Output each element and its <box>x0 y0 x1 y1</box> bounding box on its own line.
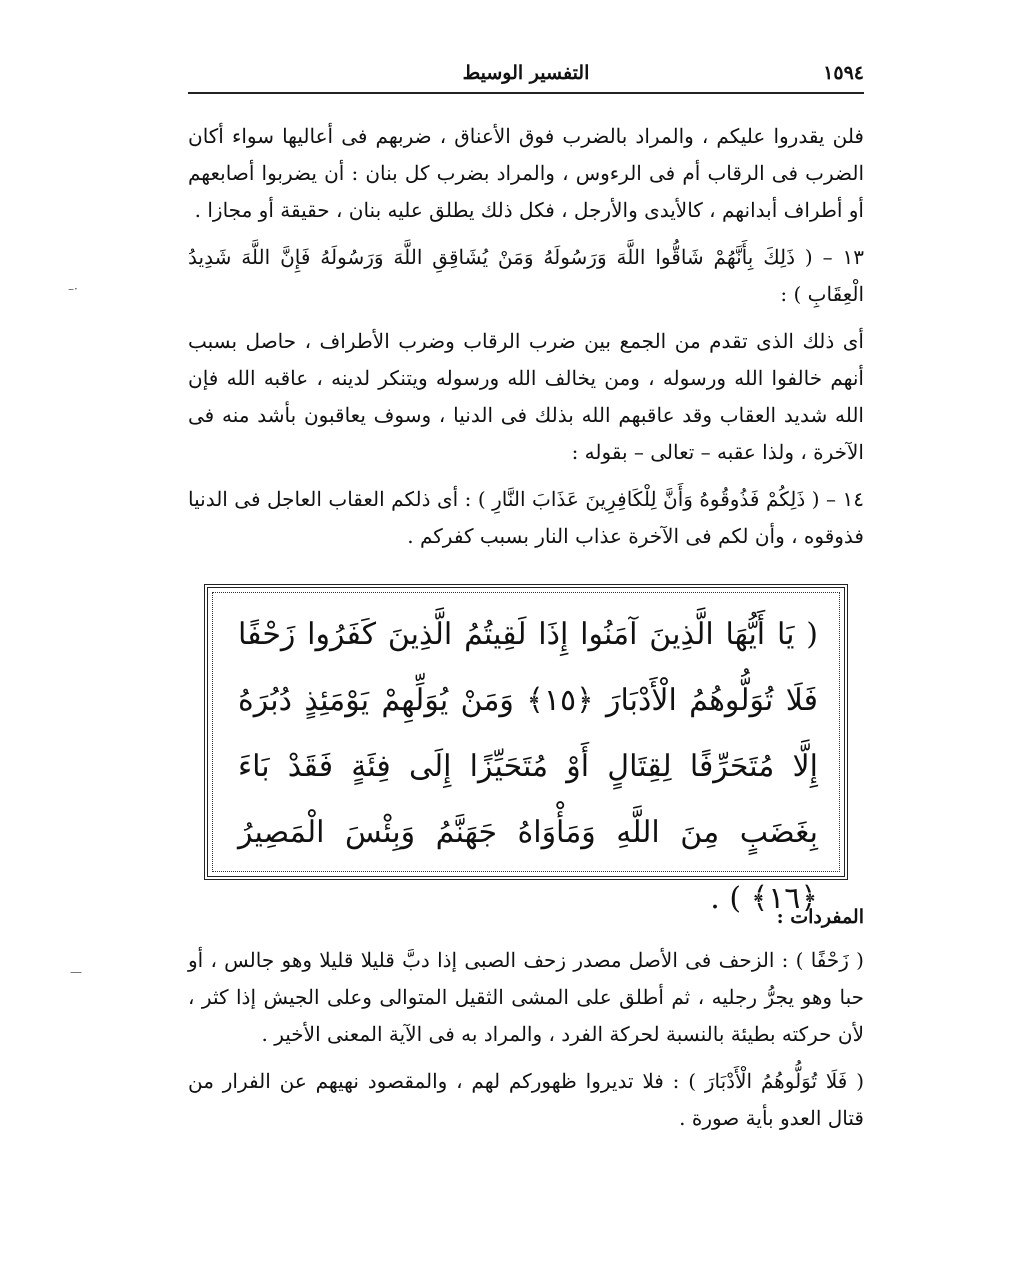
running-title: التفسير الوسيط <box>462 62 590 84</box>
verse-13-quote: ١٣ – ( ذَلِكَ بِأَنَّهُمْ شَاقُّوا اللَّهَ وَرَسُولَهُ وَمَنْ يُشَاقِقِ اللَّهَ وَرَسُولَهُ فَإِنَّ اللَّهَ شَدِيدُ الْعِقَابِ ) : <box>188 245 864 306</box>
page-number: ١٥٩٤ <box>823 62 864 84</box>
page-header <box>188 58 864 94</box>
glossary-section <box>188 900 864 1137</box>
margin-mark: — <box>70 965 82 979</box>
verse-13-explanation: أى ذلك الذى تقدم من الجمع بين ضرب الرقاب وضرب الأطراف ، حاصل بسبب أنهم خالفوا الله ورسوله ، ومن يخالف الله ورسوله ويتنكر لدينه ، عاقبه الله فإن الله شديد العقاب وقد عاقبهم الله بذلك فى الدنيا ، وسوف يعاقبون بأشد منه فى الآخرة ، ولذا عقبه – تعالى – بقوله : <box>188 329 864 464</box>
glossary-heading: المفردات : <box>776 906 864 928</box>
quran-verse-text: ( يَا أَيُّهَا الَّذِينَ آمَنُوا إِذَا لَقِيتُمُ الَّذِينَ كَفَرُوا زَحْفًا فَلَا تُوَلُّوهُمُ الْأَدْبَارَ ﴿١٥﴾ وَمَنْ يُوَلِّهِمْ يَوْمَئِذٍ دُبُرَهُ إِلَّا مُتَحَرِّفًا لِقِتَالٍ أَوْ مُتَحَيِّزًا إِلَى فِئَةٍ فَقَدْ بَاءَ بِغَضَبٍ مِنَ اللَّهِ وَمَأْوَاهُ جَهَنَّمُ وَبِئْسَ الْمَصِيرُ ﴿١٦﴾ ) . <box>238 617 818 916</box>
commentary-body <box>188 118 864 555</box>
margin-mark: –· <box>68 282 78 296</box>
glossary-entry-adbar: ( فَلَا تُوَلُّوهُمُ الْأَدْبَارَ ) : فلا تديروا ظهوركم لهم ، والمقصود نهيهم عن الفرار من قتال العدو بأية صورة . <box>188 1069 864 1130</box>
glossary-entry-zahfan: ( زَحْفًا ) : الزحف فى الأصل مصدر زحف الصبى إذا دبَّ قليلا قليلا وهو جالس ، أو حبا وهو يجرُّ رجليه ، ثم أطلق على المشى الثقيل المتوالى وعلى الجيش إذا كثر ، لأن حركته بطيئة بالنسبة لحركة الفرد ، والمراد به فى الآية المعنى الأخير . <box>188 948 864 1046</box>
verse-14-quote-explanation: ١٤ – ( ذَلِكُمْ فَذُوقُوهُ وَأَنَّ لِلْكَافِرِينَ عَذَابَ النَّارِ ) : أى ذلكم العقاب العاجل فى الدنيا فذوقوه ، وأن لكم فى الآخرة عذاب النار بسبب كفركم . <box>188 487 864 548</box>
paragraph-intro: فلن يقدروا عليكم ، والمراد بالضرب فوق الأعناق ، ضربهم فى أعاليها سواء أكان الضرب فى الرقاب أم فى الرءوس ، والمراد بضرب كل بنان : أن يضربوا أصابعهم أو أطراف أبدانهم ، كالأيدى والأرجل ، فكل ذلك يطلق عليه بنان ، حقيقة أو مجازا . <box>188 124 864 222</box>
quran-verse-frame <box>204 584 848 916</box>
